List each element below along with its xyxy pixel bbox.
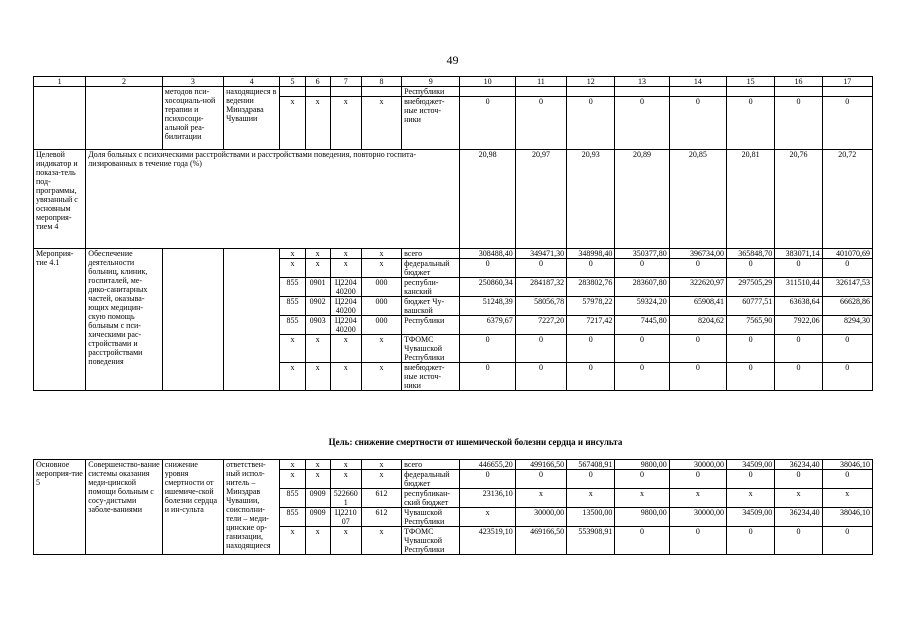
- code-cell: x: [361, 470, 401, 489]
- value-cell: 0: [822, 259, 872, 278]
- header-cell: 5: [280, 77, 305, 87]
- value-cell: 0: [615, 259, 669, 278]
- value-cell: 0: [775, 259, 822, 278]
- code-cell: 0902: [305, 297, 330, 316]
- code-cell: x: [330, 249, 361, 259]
- value-cell: 7227,20: [515, 316, 566, 335]
- source-cell: Чувашской Республики: [402, 508, 460, 527]
- header-cell: 6: [305, 77, 330, 87]
- value-cell: 0: [615, 335, 669, 363]
- value-cell: x: [460, 508, 515, 527]
- code-cell: x: [280, 249, 305, 259]
- value-cell: 0: [567, 259, 615, 278]
- header-cell: 8: [361, 77, 401, 87]
- code-cell: 0909: [305, 508, 330, 527]
- value-cell: 284187,32: [515, 278, 566, 297]
- value-cell: 20,93: [567, 150, 615, 249]
- value-cell: 0: [567, 363, 615, 391]
- value-cell: 297505,29: [727, 278, 775, 297]
- code-cell: x: [305, 335, 330, 363]
- value-cell: 30000,00: [669, 460, 726, 470]
- value-cell: 0: [460, 259, 515, 278]
- value-cell: 349471,30: [515, 249, 566, 259]
- value-cell: 283802,76: [567, 278, 615, 297]
- value-cell: 9800,00: [615, 460, 669, 470]
- source-cell: федеральный бюджет: [402, 259, 460, 278]
- code-cell: 0903: [305, 316, 330, 335]
- value-cell: 0: [615, 527, 669, 555]
- value-cell: 20,81: [727, 150, 775, 249]
- indicator-row: [34, 150, 873, 249]
- value-cell: 553908,91: [567, 527, 615, 555]
- value-cell: 0: [515, 335, 566, 363]
- value-cell: 13500,00: [567, 508, 615, 527]
- code-cell: x: [361, 527, 401, 555]
- value-cell: 65908,41: [669, 297, 726, 316]
- value-cell: 396734,00: [669, 249, 726, 259]
- value-cell: 57978,22: [567, 297, 615, 316]
- code-cell: x: [361, 259, 401, 278]
- value-cell: 0: [460, 470, 515, 489]
- value-cell: 0: [567, 97, 615, 150]
- code-cell: x: [280, 460, 305, 470]
- table-cell: [330, 87, 361, 97]
- measure-description: Совершенство-вание системы оказания меди-цинской помощи больным с сосу-дистыми заболе-ваниями: [86, 460, 162, 555]
- header-cell: 2: [86, 77, 162, 87]
- value-cell: x: [515, 489, 566, 508]
- code-cell: Ц2204 40200: [330, 297, 361, 316]
- table-cell: [361, 87, 401, 97]
- table-cell: [162, 249, 223, 391]
- value-cell: 38046,10: [822, 460, 872, 470]
- code-cell: 522660 1: [330, 489, 361, 508]
- value-cell: x: [669, 489, 726, 508]
- code-cell: x: [305, 259, 330, 278]
- value-cell: 0: [727, 335, 775, 363]
- code-cell: x: [330, 259, 361, 278]
- value-cell: 0: [669, 527, 726, 555]
- measure-label: Мероприя-тие 4.1: [34, 249, 86, 391]
- method-cell: методов пси-хосоциаль-ной терапии и психосоци-альной реа-билитации: [162, 87, 223, 150]
- table-cell: [669, 87, 726, 97]
- code-cell: 855: [280, 508, 305, 527]
- header-cell: 11: [515, 77, 566, 87]
- value-cell: 30000,00: [515, 508, 566, 527]
- code-cell: 855: [280, 297, 305, 316]
- header-cell: 9: [402, 77, 460, 87]
- value-cell: 0: [822, 470, 872, 489]
- value-cell: x: [775, 489, 822, 508]
- source-cell: внебюджет-ные источ-ники: [402, 363, 460, 391]
- value-cell: 0: [775, 97, 822, 150]
- value-cell: 348998,40: [567, 249, 615, 259]
- table-cell: [615, 87, 669, 97]
- header-cell: 17: [822, 77, 872, 87]
- value-cell: 0: [515, 97, 566, 150]
- measure-label: Основное мероприя-тие 5: [34, 460, 86, 555]
- value-cell: 0: [775, 470, 822, 489]
- value-cell: 36234,40: [775, 460, 822, 470]
- value-cell: 8294,30: [822, 316, 872, 335]
- table-cell: [822, 87, 872, 97]
- code-cell: Ц2204 40200: [330, 316, 361, 335]
- header-cell: 13: [615, 77, 669, 87]
- value-cell: 0: [460, 335, 515, 363]
- value-cell: 7565,90: [727, 316, 775, 335]
- value-cell: 7445,80: [615, 316, 669, 335]
- header-cell: 15: [727, 77, 775, 87]
- value-cell: x: [615, 489, 669, 508]
- value-cell: 0: [775, 335, 822, 363]
- value-cell: 20,98: [460, 150, 515, 249]
- source-cell: бюджет Чу-вашской: [402, 297, 460, 316]
- value-cell: 20,97: [515, 150, 566, 249]
- header-cell: 16: [775, 77, 822, 87]
- value-cell: 8204,62: [669, 316, 726, 335]
- header-cell: 1: [34, 77, 86, 87]
- code-cell: x: [330, 335, 361, 363]
- source-cell: Республики: [402, 316, 460, 335]
- value-cell: 326147,53: [822, 278, 872, 297]
- value-cell: 0: [822, 335, 872, 363]
- value-cell: 383071,14: [775, 249, 822, 259]
- value-cell: 499166,50: [515, 460, 566, 470]
- value-cell: x: [567, 489, 615, 508]
- code-cell: x: [361, 249, 401, 259]
- header-cell: 4: [224, 77, 280, 87]
- value-cell: 20,89: [615, 150, 669, 249]
- source-cell: республикан-ский бюджет: [402, 489, 460, 508]
- value-cell: 0: [615, 363, 669, 391]
- code-cell: x: [280, 259, 305, 278]
- value-cell: 66628,86: [822, 297, 872, 316]
- value-cell: 20,72: [822, 150, 872, 249]
- value-cell: 0: [727, 259, 775, 278]
- code-cell: x: [330, 97, 361, 150]
- value-cell: 7922,06: [775, 316, 822, 335]
- code-cell: 000: [361, 316, 401, 335]
- value-cell: 365848,70: [727, 249, 775, 259]
- value-cell: 30000,00: [669, 508, 726, 527]
- table-cell: [280, 87, 305, 97]
- code-cell: x: [305, 527, 330, 555]
- header-cell: 10: [460, 77, 515, 87]
- value-cell: 0: [669, 97, 726, 150]
- value-cell: 0: [567, 335, 615, 363]
- header-row: [34, 77, 873, 87]
- value-cell: 58056,78: [515, 297, 566, 316]
- value-cell: 0: [460, 363, 515, 391]
- code-cell: Ц2204 40200: [330, 278, 361, 297]
- code-cell: Ц2210 07: [330, 508, 361, 527]
- value-cell: 0: [727, 470, 775, 489]
- responsible-cell: ответствен-ный испол-нитель – Минздрав Чувашии, соисполни-тели – меди-цинские ор-ганизации, находящиеся: [224, 460, 280, 555]
- code-cell: x: [330, 363, 361, 391]
- code-cell: 000: [361, 297, 401, 316]
- code-cell: x: [280, 470, 305, 489]
- code-cell: x: [361, 335, 401, 363]
- code-cell: 855: [280, 316, 305, 335]
- goal-heading: Цель: снижение смертности от ишемической болезни сердца и инсульта: [328, 437, 623, 447]
- code-cell: x: [305, 470, 330, 489]
- source-cell: ТФОМС Чувашской Республики: [402, 527, 460, 555]
- table-cell: [460, 87, 515, 97]
- source-cell: федеральный бюджет: [402, 470, 460, 489]
- table-cell: [224, 249, 280, 391]
- value-cell: 6379,67: [460, 316, 515, 335]
- indicator-label: Целевой индикатор и показа-тель под-программы, увязанный с основным мероприя-тием 4: [34, 150, 86, 249]
- code-cell: x: [330, 470, 361, 489]
- code-cell: 855: [280, 278, 305, 297]
- value-cell: 34509,00: [727, 460, 775, 470]
- table-row: [34, 87, 873, 97]
- value-cell: 0: [515, 470, 566, 489]
- value-cell: 0: [669, 259, 726, 278]
- source-cell: всего: [402, 460, 460, 470]
- table-cell: [305, 87, 330, 97]
- value-cell: 0: [822, 527, 872, 555]
- value-cell: 0: [669, 470, 726, 489]
- value-cell: 0: [460, 97, 515, 150]
- code-cell: x: [330, 527, 361, 555]
- value-cell: 308488,40: [460, 249, 515, 259]
- value-cell: 9800,00: [615, 508, 669, 527]
- value-cell: 0: [775, 527, 822, 555]
- value-cell: 250860,34: [460, 278, 515, 297]
- measure-description: Обеспечение деятельности больниц, клиник, госпиталей, ме-дико-санитарных частей, оказыва-ющих медицин-скую помощь больным с пси-хическими рас-стройствами и расстройствами поведения: [86, 249, 162, 391]
- value-cell: 7217,42: [567, 316, 615, 335]
- value-cell: 59324,20: [615, 297, 669, 316]
- value-cell: 51248,39: [460, 297, 515, 316]
- source-cell: внебюджет-ные источ-ники: [402, 97, 460, 150]
- table-row: [34, 249, 873, 259]
- value-cell: 38046,10: [822, 508, 872, 527]
- value-cell: 0: [669, 363, 726, 391]
- target-cell: снижение уровня смертности от ишемиче-ской болезни сердца и ин-сульта: [162, 460, 223, 555]
- source-cell: республи-канский: [402, 278, 460, 297]
- value-cell: 423519,10: [460, 527, 515, 555]
- code-cell: x: [280, 363, 305, 391]
- responsible-cell: находящиеся в ведении Минздрава Чувашии: [224, 87, 280, 150]
- source-cell: ТФОМС Чувашской Республики: [402, 335, 460, 363]
- header-cell: 14: [669, 77, 726, 87]
- table-cell: [86, 87, 162, 150]
- value-cell: 567408,91: [567, 460, 615, 470]
- table-cell: [727, 87, 775, 97]
- code-cell: 855: [280, 489, 305, 508]
- code-cell: x: [305, 97, 330, 150]
- value-cell: 23136,10: [460, 489, 515, 508]
- value-cell: 63638,64: [775, 297, 822, 316]
- value-cell: 0: [727, 363, 775, 391]
- value-cell: x: [822, 489, 872, 508]
- value-cell: 350377,80: [615, 249, 669, 259]
- budget-table-upper: [33, 76, 873, 391]
- table-cell: [515, 87, 566, 97]
- value-cell: 0: [669, 335, 726, 363]
- header-cell: 3: [162, 77, 223, 87]
- value-cell: 20,76: [775, 150, 822, 249]
- code-cell: x: [280, 527, 305, 555]
- code-cell: x: [361, 460, 401, 470]
- value-cell: 311510,44: [775, 278, 822, 297]
- value-cell: 322620,97: [669, 278, 726, 297]
- code-cell: 0909: [305, 489, 330, 508]
- table-cell: [567, 87, 615, 97]
- value-cell: 0: [615, 470, 669, 489]
- code-cell: 0901: [305, 278, 330, 297]
- value-cell: 36234,40: [775, 508, 822, 527]
- code-cell: x: [305, 363, 330, 391]
- code-cell: x: [280, 97, 305, 150]
- budget-table-lower: [33, 459, 873, 555]
- value-cell: 469166,50: [515, 527, 566, 555]
- value-cell: x: [727, 489, 775, 508]
- value-cell: 0: [822, 363, 872, 391]
- code-cell: x: [305, 460, 330, 470]
- value-cell: 0: [567, 470, 615, 489]
- table-cell: [34, 87, 86, 150]
- value-cell: 20,85: [669, 150, 726, 249]
- code-cell: x: [330, 460, 361, 470]
- value-cell: 0: [515, 259, 566, 278]
- value-cell: 0: [727, 97, 775, 150]
- value-cell: 34509,00: [727, 508, 775, 527]
- source-cell: Республики: [402, 87, 460, 97]
- code-cell: x: [280, 335, 305, 363]
- page-number: 49: [446, 53, 459, 67]
- code-cell: x: [305, 249, 330, 259]
- header-cell: 7: [330, 77, 361, 87]
- code-cell: x: [361, 363, 401, 391]
- value-cell: 0: [727, 527, 775, 555]
- value-cell: 283607,80: [615, 278, 669, 297]
- code-cell: 612: [361, 489, 401, 508]
- code-cell: 000: [361, 278, 401, 297]
- table-row: [34, 460, 873, 470]
- value-cell: 401070,69: [822, 249, 872, 259]
- indicator-text: Доля больных с психическими расстройствами и расстройствами поведения, повторно госпита-лизированных в течение года (%): [86, 150, 460, 249]
- code-cell: 612: [361, 508, 401, 527]
- code-cell: x: [361, 97, 401, 150]
- table-cell: [775, 87, 822, 97]
- value-cell: 446655,20: [460, 460, 515, 470]
- value-cell: 60777,51: [727, 297, 775, 316]
- value-cell: 0: [515, 363, 566, 391]
- value-cell: 0: [775, 363, 822, 391]
- value-cell: 0: [615, 97, 669, 150]
- source-cell: всего: [402, 249, 460, 259]
- value-cell: 0: [822, 97, 872, 150]
- header-cell: 12: [567, 77, 615, 87]
